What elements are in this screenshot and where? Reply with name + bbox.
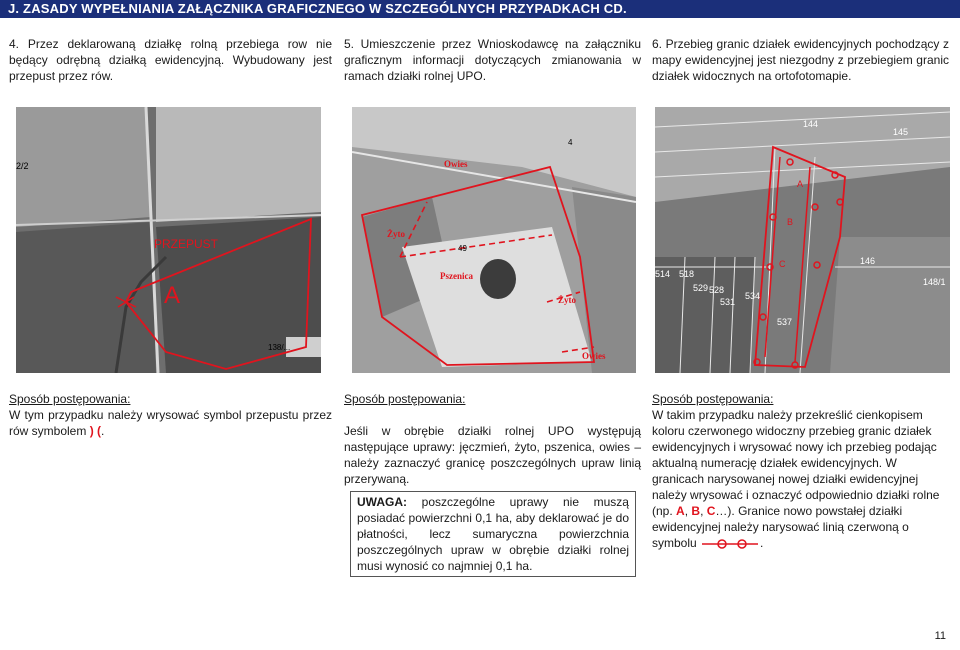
procedure-title: Sposób postępowania:: [9, 392, 131, 406]
note-label: UWAGA:: [357, 495, 407, 509]
parcel-514: 514: [655, 269, 671, 279]
procedure-end: .: [101, 424, 105, 438]
procedure-end: .: [760, 536, 764, 550]
page-number: 11: [934, 630, 946, 642]
parcel-529: 529: [693, 283, 709, 293]
label-b: B: [691, 504, 701, 518]
section-6-text: 6. Przebieg granic działek ewidencyjnych pochodzący z mapy ewidencyjnej jest niezgodny z przebiegiem granic działek widocznych na ortofotomapie.: [652, 37, 949, 83]
label-c: C: [706, 504, 716, 518]
parcel-534: 534: [745, 291, 761, 301]
procedure-text: Jeśli w obrębie działki rolnej UPO występują następujące uprawy: jęczmień, żyto, pszenica, owies – należy zaznaczyć granicę poszczególnych upraw linią przerywaną.: [344, 424, 641, 486]
parcel-number-49: 49: [458, 244, 467, 253]
label-b: B: [787, 217, 794, 227]
procedure-culvert: [9, 391, 332, 439]
label-pszenica: Pszenica: [440, 271, 473, 281]
procedure-text: W tym przypadku należy wrysować symbol przepustu przez rów symbolem: [9, 408, 332, 438]
orthophoto-boundaries: [655, 107, 950, 373]
note-box: [350, 491, 636, 577]
procedure-title: Sposób postępowania:: [652, 392, 774, 406]
parcel-145: 145: [893, 127, 909, 137]
parcel-518: 518: [679, 269, 695, 279]
label-zyto-right: Żyto: [558, 295, 576, 305]
label-owies-top: Owies: [444, 159, 468, 169]
procedure-text-1: W takim przypadku należy przekreślić cienkopisem koloru czerwonego widoczny przebieg granic działek ewidencyjnych i wrysować nowy ich przebieg podając aktualną numerację działek ewidencyjnych. W granicach narysowanej nowej działki ewidencyjnej należy wrysować i oznaczyć odpowiednio działki rolne (np.: [652, 408, 940, 518]
procedure-crops: [344, 391, 641, 577]
procedure-text-2: …). Granice nowo powstałej działki ewidencyjnej należy narysować linią czerwoną o symbolu: [652, 504, 909, 550]
parcel-number-4: 4: [568, 138, 573, 147]
parcel-number-left: 2/2: [16, 161, 29, 171]
section-4-text: 4. Przez deklarowaną działkę rolną przebiega row nie będący odrębną działką ewidencyjną. Wybudowany jest przepust przez rów.: [9, 37, 332, 83]
parcel-144: 144: [803, 119, 819, 129]
label-a: A: [676, 504, 685, 518]
label-c: C: [779, 259, 786, 269]
separator: ,: [684, 504, 689, 518]
note-text: poszczególne uprawy nie muszą posiadać powierzchni 0,1 ha, aby deklarować je do płatności, lecz sumaryczna powierzchnia poszczególnych upraw w obrębie działki rolnej musi wynosić co najmniej 0,1 ha.: [357, 495, 629, 573]
parcel-number-bottom: 138/...: [268, 343, 291, 352]
parcel-528: 528: [709, 285, 725, 295]
procedure-boundaries: [652, 391, 949, 551]
orthophoto-culvert: [16, 107, 321, 373]
label-a: A: [797, 179, 804, 189]
parcel-537: 537: [777, 317, 793, 327]
boundary-line-symbol-icon: [700, 538, 760, 550]
procedure-title: Sposób postępowania:: [344, 392, 466, 406]
parcel-531: 531: [720, 297, 736, 307]
separator: ,: [700, 504, 704, 518]
culvert-symbol: ) (: [89, 424, 102, 438]
label-zyto-left: Żyto: [387, 229, 405, 239]
section-5-text: 5. Umieszczenie przez Wnioskodawcę na załączniku graficznym informacji dotyczących zmianowania w ramach działki rolnej UPO.: [344, 37, 641, 83]
header-title: J. ZASADY WYPEŁNIANIA ZAŁĄCZNIKA GRAFICZNEGO W SZCZEGÓLNYCH PRZYPADKACH CD.: [8, 1, 627, 16]
label-owies-bottom: Owies: [582, 351, 606, 361]
page-header: [0, 0, 960, 18]
parcel-148: 148/1: [923, 277, 946, 287]
parcel-146: 146: [860, 256, 876, 266]
label-przepust: PRZEPUST: [154, 237, 219, 251]
label-a: A: [164, 282, 181, 309]
orthophoto-crops: [352, 107, 636, 373]
